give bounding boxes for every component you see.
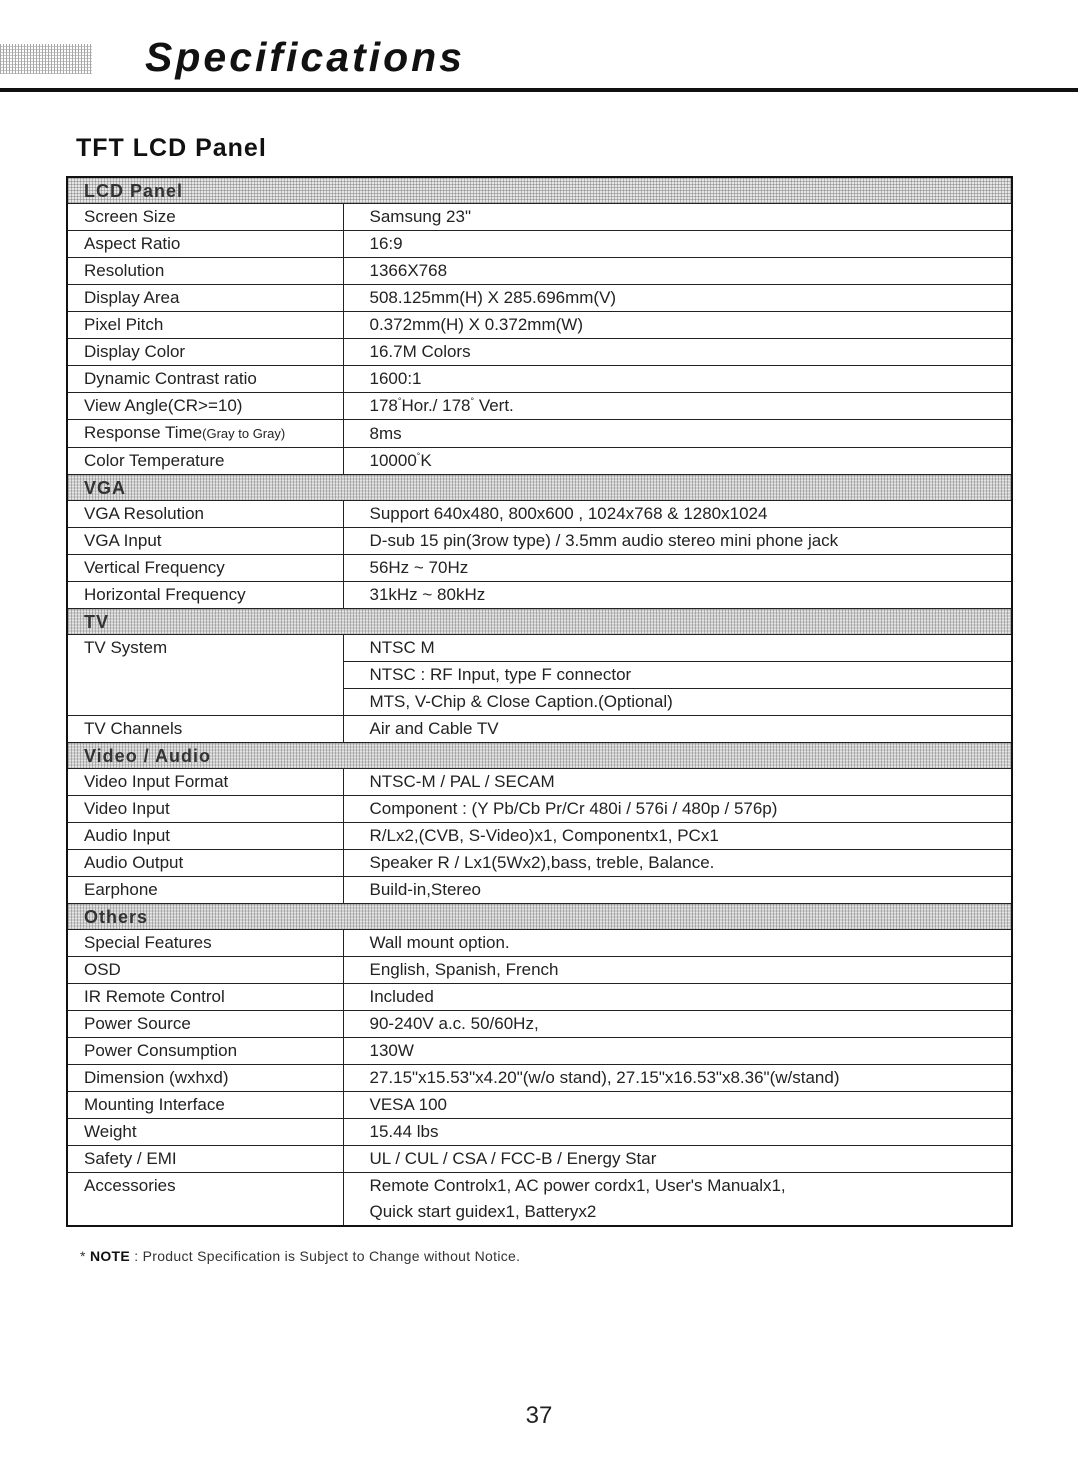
page-header (0, 0, 1078, 92)
section-title: TFT LCD Panel (76, 134, 267, 162)
spec-label: Safety / EMI (67, 1146, 343, 1173)
page-title: Specifications (145, 34, 465, 80)
spec-row (67, 1146, 1012, 1173)
spec-row (67, 1011, 1012, 1038)
spec-label: Screen Size (67, 204, 343, 231)
spec-value: Included (343, 984, 1012, 1011)
spec-row (67, 366, 1012, 393)
spec-label: VGA Input (67, 528, 343, 555)
spec-value: 31kHz ~ 80kHz (343, 582, 1012, 609)
spec-value: VESA 100 (343, 1092, 1012, 1119)
view-angle-mid: Hor./ 178 (401, 396, 471, 415)
spec-value: 16.7M Colors (343, 339, 1012, 366)
spec-value: NTSC-M / PAL / SECAM (343, 769, 1012, 796)
note-label: NOTE (89, 1248, 131, 1264)
spec-value: 130W (343, 1038, 1012, 1065)
spec-label: Power Consumption (67, 1038, 343, 1065)
spec-row (67, 1092, 1012, 1119)
spec-row (67, 796, 1012, 823)
spec-value: Support 640x480, 800x600 , 1024x768 & 1280x1024 (343, 501, 1012, 528)
spec-value: 27.15"x15.53"x4.20"(w/o stand), 27.15"x16.53"x8.36"(w/stand) (343, 1065, 1012, 1092)
group-row-video-audio (67, 743, 1012, 769)
spec-label: Dynamic Contrast ratio (67, 366, 343, 393)
spec-value: D-sub 15 pin(3row type) / 3.5mm audio stereo mini phone jack (343, 528, 1012, 555)
spec-label: Display Color (67, 339, 343, 366)
spec-row (67, 823, 1012, 850)
view-angle-vert: Vert. (474, 396, 514, 415)
spec-label: Mounting Interface (67, 1092, 343, 1119)
spec-value: English, Spanish, French (343, 957, 1012, 984)
spec-label: TV Channels (67, 716, 343, 743)
spec-value: 56Hz ~ 70Hz (343, 555, 1012, 582)
spec-row (67, 258, 1012, 285)
spec-value: 508.125mm(H) X 285.696mm(V) (343, 285, 1012, 312)
spec-row (67, 850, 1012, 877)
spec-value: 15.44 lbs (343, 1119, 1012, 1146)
spec-value: 90-240V a.c. 50/60Hz, (343, 1011, 1012, 1038)
spec-row (67, 984, 1012, 1011)
spec-row (67, 930, 1012, 957)
footnote (80, 1248, 520, 1264)
spec-value: 1600:1 (343, 366, 1012, 393)
spec-value: UL / CUL / CSA / FCC-B / Energy Star (343, 1146, 1012, 1173)
spec-row (67, 957, 1012, 984)
spec-label: Audio Output (67, 850, 343, 877)
spec-label: VGA Resolution (67, 501, 343, 528)
spec-row (67, 312, 1012, 339)
spec-value: Build-in,Stereo (343, 877, 1012, 904)
group-row-others (67, 904, 1012, 930)
group-label: LCD Panel (67, 177, 1012, 204)
spec-row (67, 1119, 1012, 1146)
spec-row (67, 769, 1012, 796)
spec-label: IR Remote Control (67, 984, 343, 1011)
spec-row (67, 528, 1012, 555)
header-dot-pattern (0, 44, 92, 74)
spec-row (67, 877, 1012, 904)
spec-row (67, 716, 1012, 743)
spec-row (67, 204, 1012, 231)
spec-value (343, 393, 1012, 420)
spec-row (67, 1038, 1012, 1065)
group-row-lcd-panel (67, 177, 1012, 204)
spec-label: Special Features (67, 930, 343, 957)
spec-label: Dimension (wxhxd) (67, 1065, 343, 1092)
spec-label: Display Area (67, 285, 343, 312)
header-rule (0, 88, 1078, 92)
color-temp-unit: K (420, 451, 432, 470)
spec-label: OSD (67, 957, 343, 984)
response-time-qualifier: (Gray to Gray) (202, 426, 286, 441)
spec-value: Remote Controlx1, AC power cordx1, User's Manualx1, (343, 1173, 1012, 1200)
group-row-tv (67, 609, 1012, 635)
spec-row (67, 555, 1012, 582)
spec-row (67, 420, 1012, 448)
degree-symbol: ° (397, 396, 402, 406)
spec-value: Wall mount option. (343, 930, 1012, 957)
spec-label: Audio Input (67, 823, 343, 850)
degree-symbol: ° (416, 451, 421, 461)
spec-row (67, 1173, 1012, 1200)
spec-label: TV System (67, 635, 343, 716)
spec-label: Video Input (67, 796, 343, 823)
spec-label: Power Source (67, 1011, 343, 1038)
spec-label: Earphone (67, 877, 343, 904)
view-angle-hor: 178 (369, 396, 398, 415)
spec-value: MTS, V-Chip & Close Caption.(Optional) (343, 689, 1012, 716)
spec-value (343, 448, 1012, 475)
spec-label (67, 420, 343, 448)
spec-value: Quick start guidex1, Batteryx2 (343, 1199, 1012, 1226)
spec-label: Accessories (67, 1173, 343, 1227)
spec-value: NTSC : RF Input, type F connector (343, 662, 1012, 689)
spec-label: Video Input Format (67, 769, 343, 796)
spec-value: 8ms (343, 420, 1012, 448)
group-label: Others (67, 904, 1012, 930)
response-time-label: Response Time (84, 423, 203, 442)
note-text: : Product Specification is Subject to Change without Notice. (130, 1248, 521, 1264)
spec-label: Color Temperature (67, 448, 343, 475)
spec-label: View Angle(CR>=10) (67, 393, 343, 420)
spec-label: Aspect Ratio (67, 231, 343, 258)
color-temp-number: 10000 (369, 451, 417, 470)
specifications-table (66, 176, 1013, 1227)
spec-value: Samsung 23" (343, 204, 1012, 231)
spec-row (67, 501, 1012, 528)
spec-label: Pixel Pitch (67, 312, 343, 339)
degree-symbol: ° (470, 396, 475, 406)
spec-value: 16:9 (343, 231, 1012, 258)
spec-value: Component : (Y Pb/Cb Pr/Cr 480i / 576i / 480p / 576p) (343, 796, 1012, 823)
spec-row (67, 285, 1012, 312)
spec-label: Resolution (67, 258, 343, 285)
group-row-vga (67, 475, 1012, 501)
spec-value: 0.372mm(H) X 0.372mm(W) (343, 312, 1012, 339)
spec-row (67, 582, 1012, 609)
spec-value: R/Lx2,(CVB, S-Video)x1, Componentx1, PCx1 (343, 823, 1012, 850)
spec-row (67, 448, 1012, 475)
spec-row (67, 393, 1012, 420)
page-number: 37 (525, 1402, 553, 1429)
spec-row (67, 1065, 1012, 1092)
spec-label: Weight (67, 1119, 343, 1146)
spec-row (67, 339, 1012, 366)
spec-label: Horizontal Frequency (67, 582, 343, 609)
note-prefix: * (80, 1248, 90, 1264)
spec-row (67, 231, 1012, 258)
spec-row (67, 635, 1012, 662)
spec-value: Air and Cable TV (343, 716, 1012, 743)
spec-value: 1366X768 (343, 258, 1012, 285)
group-label: VGA (67, 475, 1012, 501)
group-label: Video / Audio (67, 743, 1012, 769)
spec-label: Vertical Frequency (67, 555, 343, 582)
group-label: TV (67, 609, 1012, 635)
spec-value: NTSC M (343, 635, 1012, 662)
spec-value: Speaker R / Lx1(5Wx2),bass, treble, Balance. (343, 850, 1012, 877)
